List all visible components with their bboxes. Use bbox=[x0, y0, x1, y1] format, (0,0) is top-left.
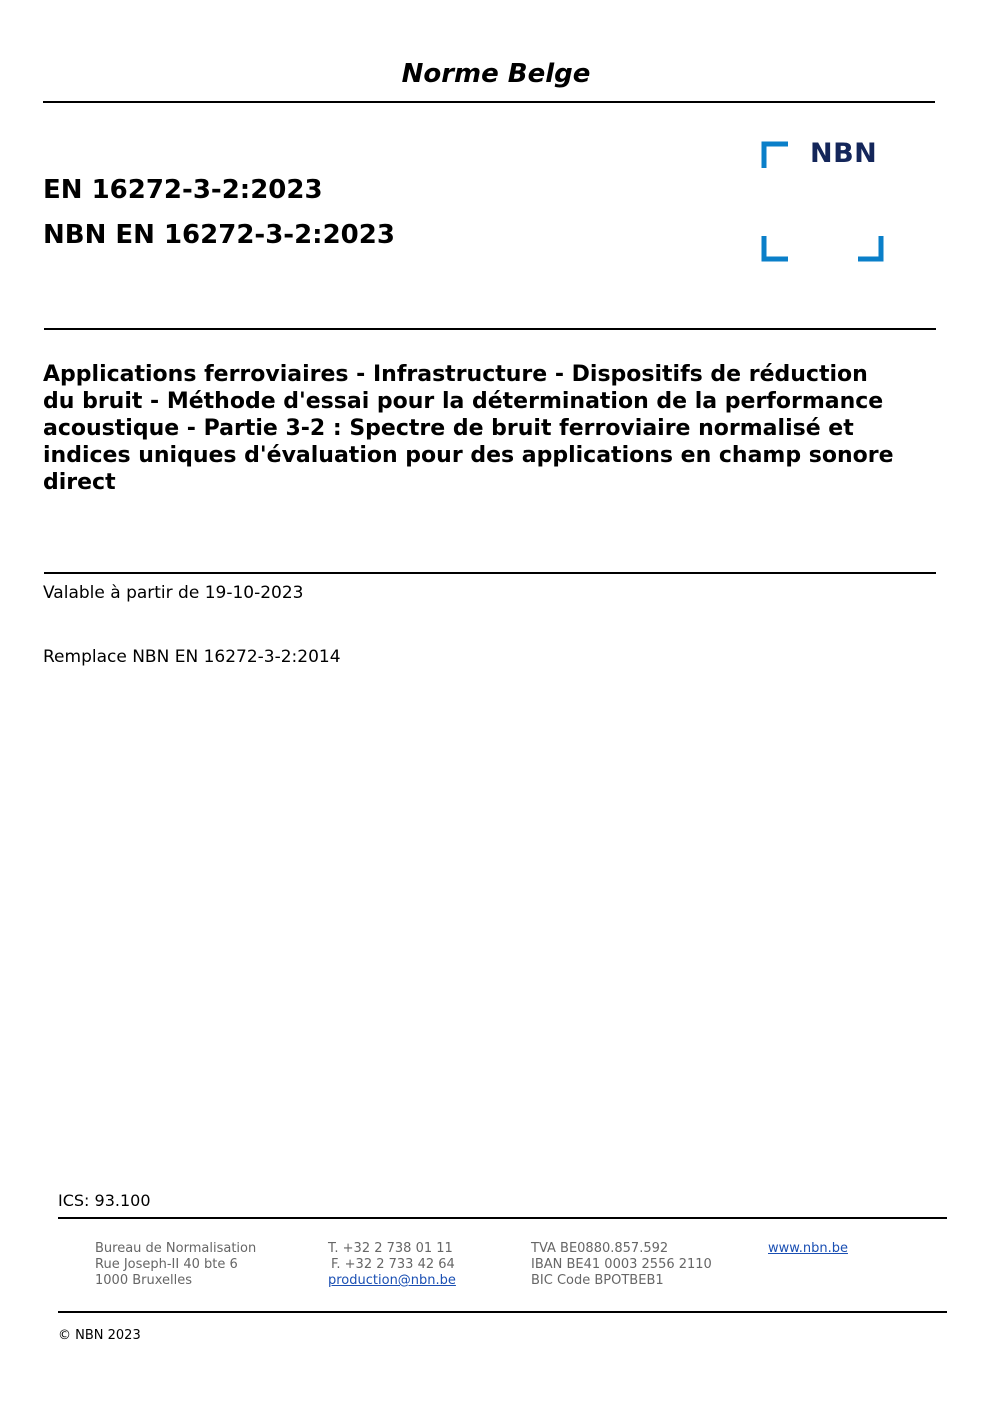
standard-code-en: EN 16272-3-2:2023 bbox=[43, 175, 323, 205]
vat-number: TVA BE0880.857.592 bbox=[531, 1241, 669, 1256]
iban-number: IBAN BE41 0003 2556 2110 bbox=[531, 1257, 712, 1272]
phone-number: T. +32 2 738 01 11 bbox=[328, 1241, 453, 1256]
standard-code-nbn: NBN EN 16272-3-2:2023 bbox=[43, 220, 395, 250]
footer-address bbox=[95, 1241, 256, 1289]
bic-code: BIC Code BPOTBEB1 bbox=[531, 1273, 664, 1288]
header-title: Norme Belge bbox=[401, 59, 591, 89]
website-link[interactable]: www.nbn.be bbox=[768, 1241, 848, 1256]
footer-divider-bottom bbox=[58, 1311, 947, 1313]
address-line: Rue Joseph-II 40 bte 6 bbox=[95, 1257, 238, 1272]
valid-from-date: Valable à partir de 19-10-2023 bbox=[43, 583, 304, 603]
replaces-standard: Remplace NBN EN 16272-3-2:2014 bbox=[43, 647, 341, 667]
footer-divider-top bbox=[58, 1217, 947, 1219]
address-line: Bureau de Normalisation bbox=[95, 1241, 257, 1256]
header-divider bbox=[43, 101, 935, 103]
footer-bank-details bbox=[531, 1241, 712, 1289]
copyright-notice: © NBN 2023 bbox=[58, 1328, 141, 1343]
section-divider-top bbox=[44, 328, 936, 330]
nbn-logo bbox=[760, 140, 886, 264]
footer-contact bbox=[328, 1241, 456, 1289]
email-link[interactable]: production@nbn.be bbox=[328, 1273, 456, 1288]
fax-number: F. +32 2 733 42 64 bbox=[331, 1257, 455, 1272]
logo-text: NBN bbox=[810, 138, 878, 169]
footer-website bbox=[768, 1241, 848, 1257]
address-line: 1000 Bruxelles bbox=[95, 1273, 193, 1288]
section-divider-middle bbox=[44, 572, 936, 574]
ics-code: ICS: 93.100 bbox=[58, 1191, 151, 1210]
document-title: Applications ferroviaires - Infrastructure - Dispositifs de réduction du bruit - Méthode d'essai pour la détermination de la performance acoustique - Partie 3-2 : Spectre de bruit ferroviaire normalisé et indices uniques d'évaluation pour des applications en champ sonore direct bbox=[43, 362, 894, 495]
